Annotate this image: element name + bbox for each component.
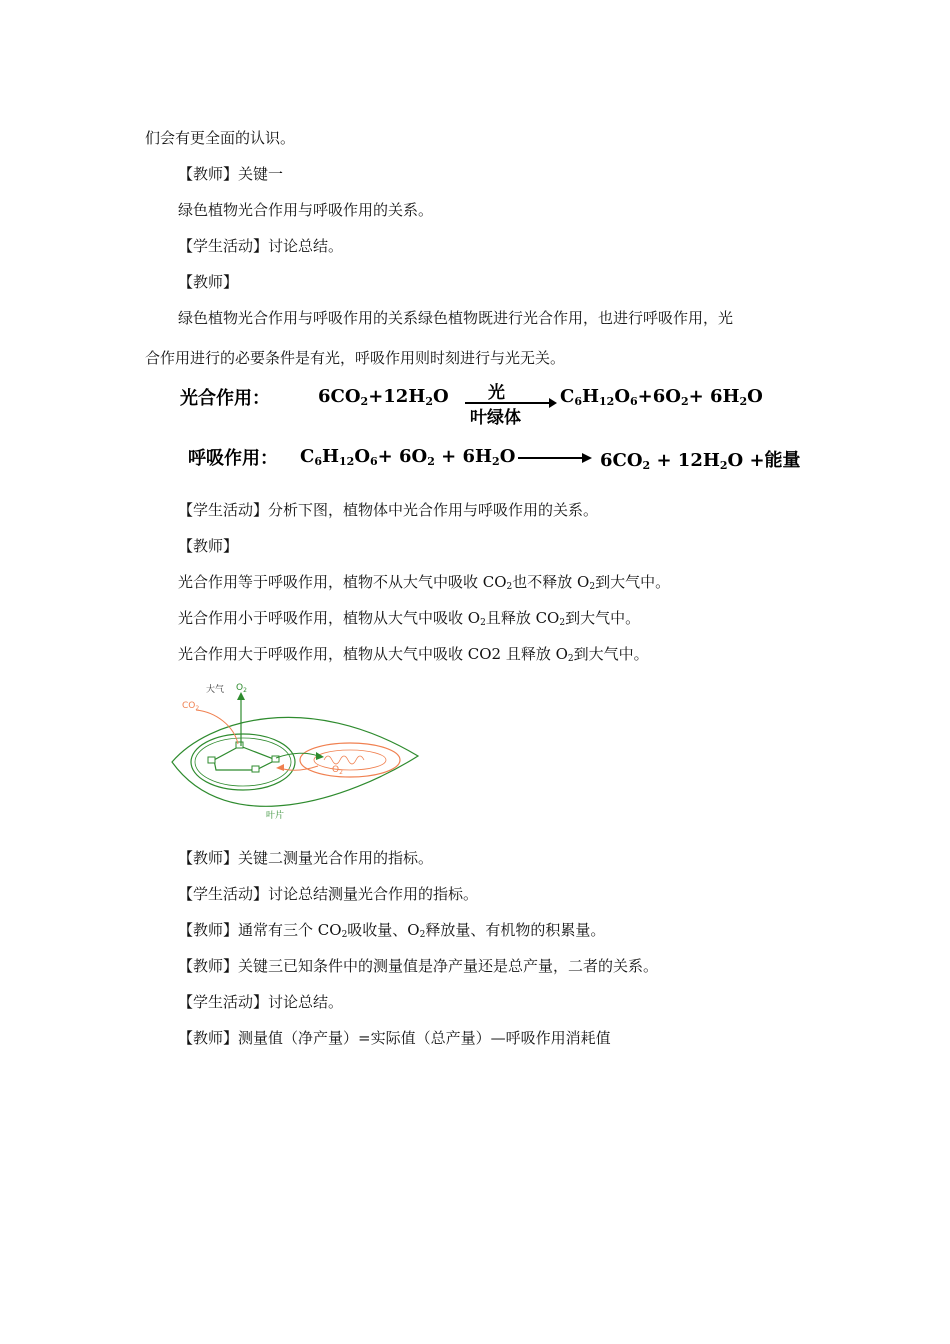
co2-label: $CO_2$ xyxy=(182,701,200,712)
atmosphere-label: 大气 xyxy=(206,685,225,695)
paragraph-explanation-line2: 合作用进行的必要条件是有光，呼吸作用则时刻进行与光无关。 xyxy=(145,349,566,367)
paragraph-explanation-line1: 绿色植物光合作用与呼吸作用的关系绿色植物既进行光合作用，也进行呼吸作用，光 xyxy=(178,309,734,327)
o2-mito-label: $O_2$ xyxy=(332,765,343,776)
mitochondrion-inner xyxy=(314,750,386,770)
paragraph-greater-case: 光合作用大于呼吸作用，植物从大气中吸收 CO2 且释放 $O_2$到大气中。 xyxy=(178,645,649,664)
paragraph-student-indicators xyxy=(178,884,478,904)
reaction-arrow xyxy=(518,452,592,464)
paragraph-equal-case: 光合作用等于呼吸作用，植物不从大气中吸收 $CO_2$也不释放 $O_2$到大气中。 xyxy=(178,573,671,592)
paragraph-text: 关键一 xyxy=(238,165,284,183)
leaf-gas-exchange-diagram xyxy=(168,680,428,830)
paragraph-student-activity xyxy=(178,236,343,256)
paragraph-student-summary xyxy=(178,992,343,1012)
paragraph-teacher-indicators: 【教师】通常有三个 $CO_2$吸收量、$O_2$释放量、有机物的积累量。 xyxy=(178,921,606,940)
respiration-equation xyxy=(188,444,278,470)
respiration-reactants: $C_6H_{12}O_6+ 6O_2 + 6H_2O$ xyxy=(300,446,516,468)
photosynthesis-products: $C_6H_{12}O_6+6O_2+ 6H_2O$ xyxy=(560,386,763,408)
paragraph-teacher-key2 xyxy=(178,848,433,868)
paragraph-teacher-formula xyxy=(178,1028,611,1048)
co2-to-chloro-arrow xyxy=(280,766,318,770)
role-tag: 【学生活动】 xyxy=(178,885,269,903)
role-tag: 【教师】 xyxy=(178,537,239,555)
o2-to-mito-arrow xyxy=(276,753,318,758)
equation-label: 光合作用： xyxy=(180,388,270,409)
reaction-condition-chlorophyll: 叶绿体 xyxy=(470,408,521,428)
o2-label: $O_2$ xyxy=(236,683,247,694)
equation-label: 呼吸作用： xyxy=(188,448,278,469)
role-tag: 【学生活动】 xyxy=(178,993,269,1011)
paragraph-relation: 绿色植物光合作用与呼吸作用的关系。 xyxy=(178,201,434,219)
paragraph-text: 关键二测量光合作用的指标。 xyxy=(238,849,434,867)
paragraph-text: 关键三已知条件中的测量值是净产量还是总产量，二者的关系。 xyxy=(238,957,659,975)
paragraph-teacher xyxy=(178,272,238,292)
paragraph-less-case: 光合作用小于呼吸作用，植物从大气中吸收 $O_2$且释放 $CO_2$到大气中。 xyxy=(178,609,641,628)
respiration-products: $6CO_2 + 12H_2O$ +能量 xyxy=(600,450,801,472)
role-tag: 【学生活动】 xyxy=(178,237,269,255)
paragraph-teacher xyxy=(178,536,238,556)
role-tag: 【教师】 xyxy=(178,1029,239,1047)
paragraph-text: 讨论总结。 xyxy=(268,237,344,255)
paragraph-student-analyze xyxy=(178,500,598,520)
intro-text: 们会有更全面的认识。 xyxy=(145,129,296,147)
paragraph-teacher-key3 xyxy=(178,956,658,976)
role-tag: 【教师】 xyxy=(178,921,239,939)
role-tag: 【学生活动】 xyxy=(178,501,269,519)
reaction-condition-light: 光 xyxy=(488,383,505,403)
paragraph-text: 分析下图，植物体中光合作用与呼吸作用的关系。 xyxy=(268,501,599,519)
role-tag: 【教师】 xyxy=(178,957,239,975)
paragraph-teacher-key1 xyxy=(178,164,283,184)
cycle-path xyxy=(214,746,276,770)
role-tag: 【教师】 xyxy=(178,849,239,867)
photosynthesis-equation xyxy=(180,384,270,410)
role-tag: 【教师】 xyxy=(178,273,239,291)
paragraph-text: 讨论总结测量光合作用的指标。 xyxy=(268,885,479,903)
mitochondrion-outer xyxy=(300,743,400,777)
paragraph-text: 讨论总结。 xyxy=(268,993,344,1011)
role-tag: 【教师】 xyxy=(178,165,239,183)
leaf-label: 叶片 xyxy=(266,811,285,821)
photosynthesis-reactants: $6CO_2+12H_2O$ xyxy=(318,386,449,408)
paragraph-text: 测量值（净产量）=实际值（总产量）—呼吸作用消耗值 xyxy=(238,1029,611,1047)
